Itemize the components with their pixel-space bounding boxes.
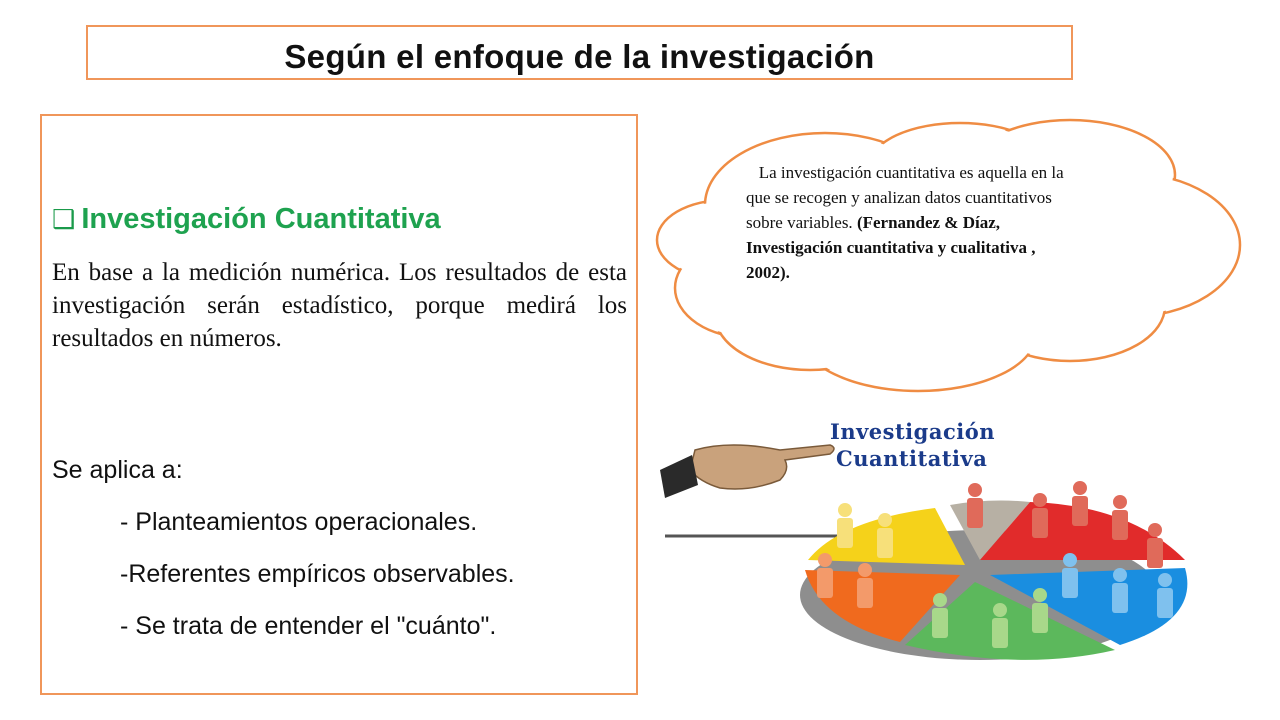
list-item: - Planteamientos operacionales. xyxy=(120,508,478,536)
content-box xyxy=(40,114,638,695)
cloud-citation: (Fernandez & Díaz, Investigación cuantitativa y cualitativa , 2002). xyxy=(746,213,1036,282)
applies-label: Se aplica a: xyxy=(52,456,183,484)
illustration-title-line1: Investigación xyxy=(830,419,995,444)
illustration-title xyxy=(830,418,995,472)
illustration-title-line2: Cuantitativa xyxy=(836,446,988,471)
checkbox-bullet-icon: ❑ xyxy=(52,204,76,235)
heading-text: Investigación Cuantitativa xyxy=(81,203,441,235)
cloud-text xyxy=(746,160,1076,285)
list-item: -Referentes empíricos observables. xyxy=(120,560,515,588)
slide-title: Según el enfoque de la investigación xyxy=(284,38,875,75)
description-paragraph: En base a la medición numérica. Los resultados de esta investigación serán estadístico, porque medirá los resultados en números. xyxy=(52,259,627,352)
section-heading xyxy=(52,203,441,236)
title-box xyxy=(86,25,1073,80)
pointing-hand-icon xyxy=(660,445,834,498)
applies-list xyxy=(120,508,515,664)
list-item: - Se trata de entender el "cuánto". xyxy=(120,612,497,640)
cloud-definition: La investigación cuantitativa es aquella en la que se recogen y analizan datos cuantitativos sobre variables. xyxy=(746,163,1064,232)
